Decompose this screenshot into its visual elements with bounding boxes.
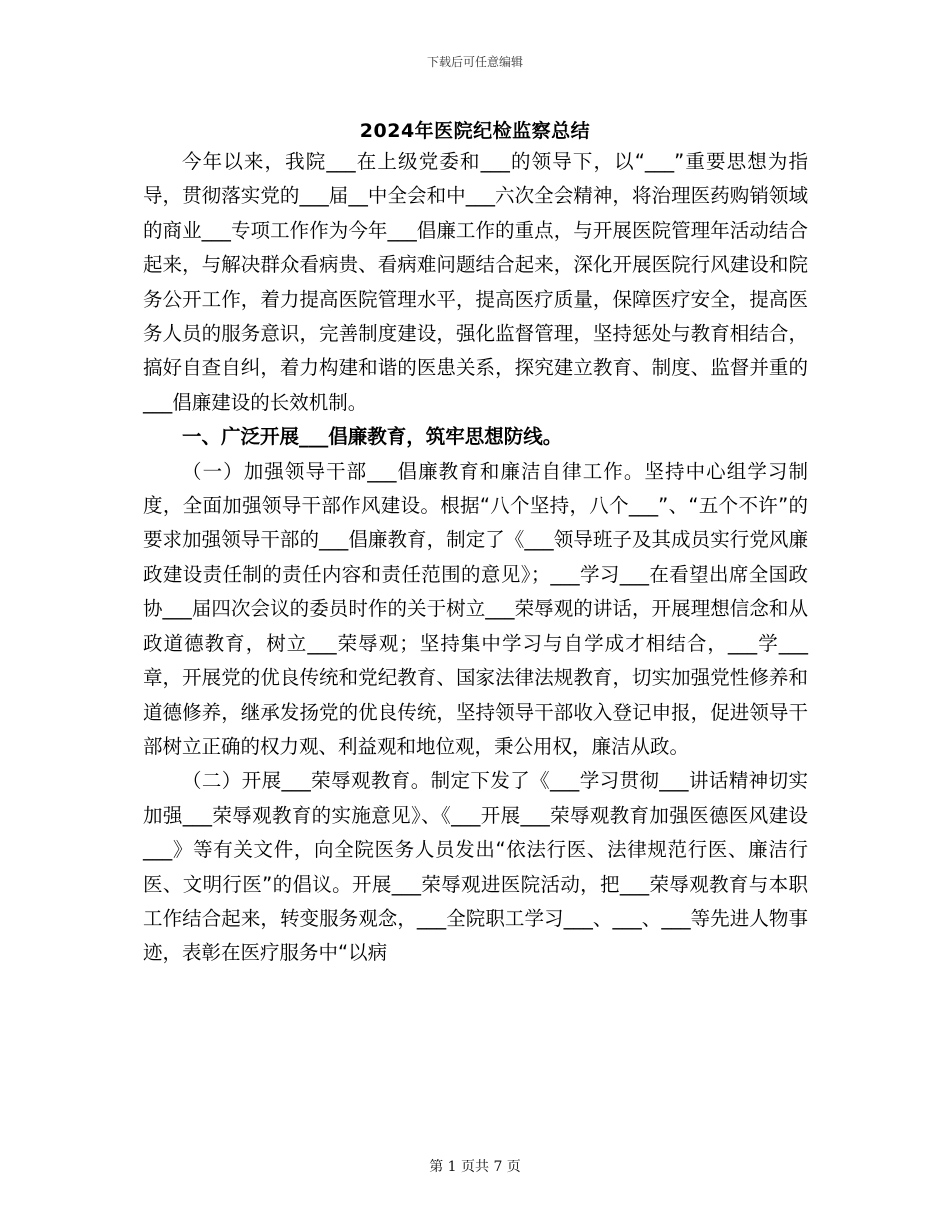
page-footer-number: 第 1 页共 7 页	[429, 1159, 521, 1175]
document-title: 2024年医院纪检监察总结	[359, 120, 591, 142]
section-heading-1: 一、广泛开展___倡廉教育，筑牢思想防线。	[182, 425, 563, 449]
section-paragraph-1: （一）加强领导干部___倡廉教育和廉洁自律工作。坚持中心组学习制度，全面加强领导干部作风建设。根据“八个坚持，八个___”、“五个不许”的要求加强领导干部的___倡廉教育，制定了《___领导班子及其成员实行党风廉政建设责任制的责任内容和责任范围的意见》；___学习___在看望出席全国政协___届四次会议的委员时作的关于树立___荣辱观的讲话，开展理想信念和从政道德教育，树立___荣辱观；坚持集中学习与自学成才相结合，___学___章，开展党的优良传统和党纪教育、国家法律法规教育，切实加强党性修养和道德修养，继承发扬党的优良传统，坚持领导干部收入登记申报，促进领导干部树立正确的权力观、利益观和地位观，秉公用权，廉洁从政。	[143, 459, 808, 758]
page-header-note: 下载后可任意编辑	[426, 55, 523, 69]
document-body	[143, 145, 808, 971]
intro-paragraph: 今年以来，我院___在上级党委和___的领导下，以“___”重要思想为指导，贯彻落实党的___届__中全会和中___六次全会精神，将治理医药购销领域的商业___专项工作作为今年___倡廉工作的重点，与开展医院管理年活动结合起来，与解决群众看病贵、看病难问题结合起来，深化开展医院行风建设和院务公开工作，着力提高医院管理水平，提高医疗质量，保障医疗安全，提高医务人员的服务意识，完善制度建设，强化监督管理，坚持惩处与教育相结合，搞好自查自纠，着力构建和谐的医患关系，探究建立教育、制度、监督并重的___倡廉建设的长效机制。	[143, 150, 808, 414]
section-paragraph-2: （二）开展___荣辱观教育。制定下发了《___学习贯彻___讲话精神切实加强___荣辱观教育的实施意见》、《___开展___荣辱观教育加强医德医风建设___》等有关文件，向全院医务人员发出“依法行医、法律规范行医、廉洁行医、文明行医”的倡议。开展___荣辱观进医院活动，把___荣辱观教育与本职工作结合起来，转变服务观念，___全院职工学习___、___、___等先进人物事迹，表彰在医疗服务中“以病	[143, 769, 808, 965]
